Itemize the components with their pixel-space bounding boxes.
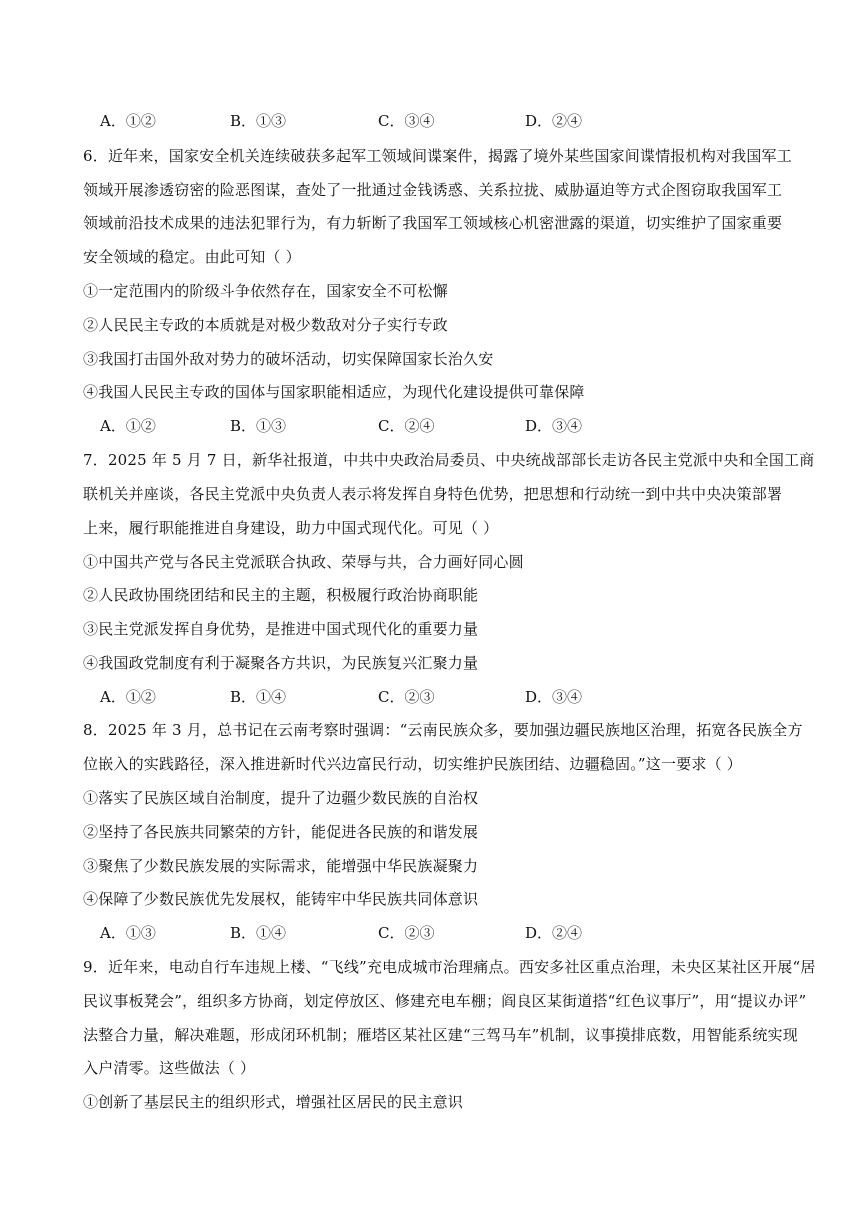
- q5-option-b[interactable]: B．①③: [230, 112, 287, 130]
- q8-option-c[interactable]: C．②③: [378, 924, 435, 942]
- q8-stem-line: 位嵌入的实践路径，深入推进新时代兴边富民行动，切实维护民族团结、边疆稳固。”这一要求（ ）: [83, 755, 742, 773]
- q8-option-d[interactable]: D．②④: [525, 924, 583, 942]
- q6-option-c[interactable]: C．②④: [378, 417, 435, 435]
- q8-statement-1: ①落实了民族区域自治制度，提升了边疆少数民族的自治权: [83, 789, 479, 807]
- q9-statement-1: ①创新了基层民主的组织形式，增强社区居民的民主意识: [83, 1093, 464, 1111]
- q8-options: [100, 923, 700, 943]
- q5-options: [100, 111, 700, 131]
- q9-stem-line: 9．近年来，电动自行车违规上楼、“飞线”充电成城市治理痛点。西安多社区重点治理，未央区某社区开展“居: [83, 958, 816, 976]
- q6-stem-line: 安全领域的稳定。由此可知（ ）: [83, 248, 301, 266]
- q7-stem-line: 联机关并座谈，各民主党派中央负责人表示将发挥自身特色优势，把思想和行动统一到中共中央决策部署: [83, 485, 783, 503]
- q6-option-b[interactable]: B．①③: [230, 417, 287, 435]
- q6-statement-3: ③我国打击国外敌对势力的破坏活动，切实保障国家长治久安: [83, 350, 494, 368]
- q8-statement-4: ④保障了少数民族优先发展权，能铸牢中华民族共同体意识: [83, 890, 479, 908]
- q9-stem-line: 入户清零。这些做法（ ）: [83, 1059, 256, 1077]
- q8-option-b[interactable]: B．①④: [230, 924, 287, 942]
- q7-stem-line: 7．2025 年 5 月 7 日，新华社报道，中共中央政治局委员、中央统战部部长走访各民主党派中央和全国工商: [83, 451, 815, 469]
- q6-statement-1: ①一定范围内的阶级斗争依然存在，国家安全不可松懈: [83, 282, 448, 300]
- q7-option-c[interactable]: C．②③: [378, 688, 435, 706]
- q5-option-c[interactable]: C．③④: [378, 112, 435, 130]
- q6-options: [100, 416, 700, 436]
- q6-stem-line: 领域前沿技术成果的违法犯罪行为，有力斩断了我国军工领域核心机密泄露的渠道，切实维护了国家重要: [83, 214, 783, 232]
- q7-stem-line: 上来，履行职能推进自身建设，助力中国式现代化。可见（ ）: [83, 519, 499, 537]
- q8-statement-2: ②坚持了各民族共同繁荣的方针，能促进各民族的和谐发展: [83, 823, 479, 841]
- q9-stem-line: 法整合力量，解决难题，形成闭环机制；雁塔区某社区建“三驾马车”机制，议事摸排底数，用智能系统实现: [83, 1026, 798, 1044]
- q6-statement-4: ④我国人民民主专政的国体与国家职能相适应，为现代化建设提供可靠保障: [83, 383, 585, 401]
- q7-statement-4: ④我国政党制度有利于凝聚各方共识，为民族复兴汇聚力量: [83, 654, 479, 672]
- q7-option-d[interactable]: D．③④: [525, 688, 583, 706]
- q6-statement-2: ②人民民主专政的本质就是对极少数敌对分子实行专政: [83, 316, 448, 334]
- q9-stem-line: 民议事板凳会”，组织多方协商，划定停放区、修建充电车棚；阎良区某街道搭“红色议事厅”，用“提议办评”: [83, 992, 807, 1010]
- q7-statement-1: ①中国共产党与各民主党派联合执政、荣辱与共，合力画好同心圆: [83, 553, 524, 571]
- q7-option-b[interactable]: B．①④: [230, 688, 287, 706]
- q8-stem-line: 8．2025 年 3 月，总书记在云南考察时强调：“云南民族众多，要加强边疆民族地区治理，拓宽各民族全方: [83, 721, 803, 739]
- q8-option-a[interactable]: A．①③: [100, 924, 156, 942]
- q7-statement-3: ③民主党派发挥自身优势，是推进中国式现代化的重要力量: [83, 620, 479, 638]
- q6-option-d[interactable]: D．③④: [525, 417, 583, 435]
- q5-option-d[interactable]: D．②④: [525, 112, 583, 130]
- q6-stem-line: 领域开展渗透窃密的险恶图谋，查处了一批通过金钱诱惑、关系拉拢、威胁逼迫等方式企图窃取我国军工: [83, 181, 783, 199]
- q6-option-a[interactable]: A．①②: [100, 417, 156, 435]
- q7-statement-2: ②人民政协围绕团结和民主的主题，积极履行政治协商职能: [83, 586, 479, 604]
- q7-option-a[interactable]: A．①②: [100, 688, 156, 706]
- q7-options: [100, 687, 700, 707]
- q5-option-a[interactable]: A．①②: [100, 112, 156, 130]
- q6-stem-line: 6．近年来，国家安全机关连续破获多起军工领域间谍案件，揭露了境外某些国家间谍情报机构对我国军工: [83, 147, 792, 165]
- q8-statement-3: ③聚焦了少数民族发展的实际需求，能增强中华民族凝聚力: [83, 857, 479, 875]
